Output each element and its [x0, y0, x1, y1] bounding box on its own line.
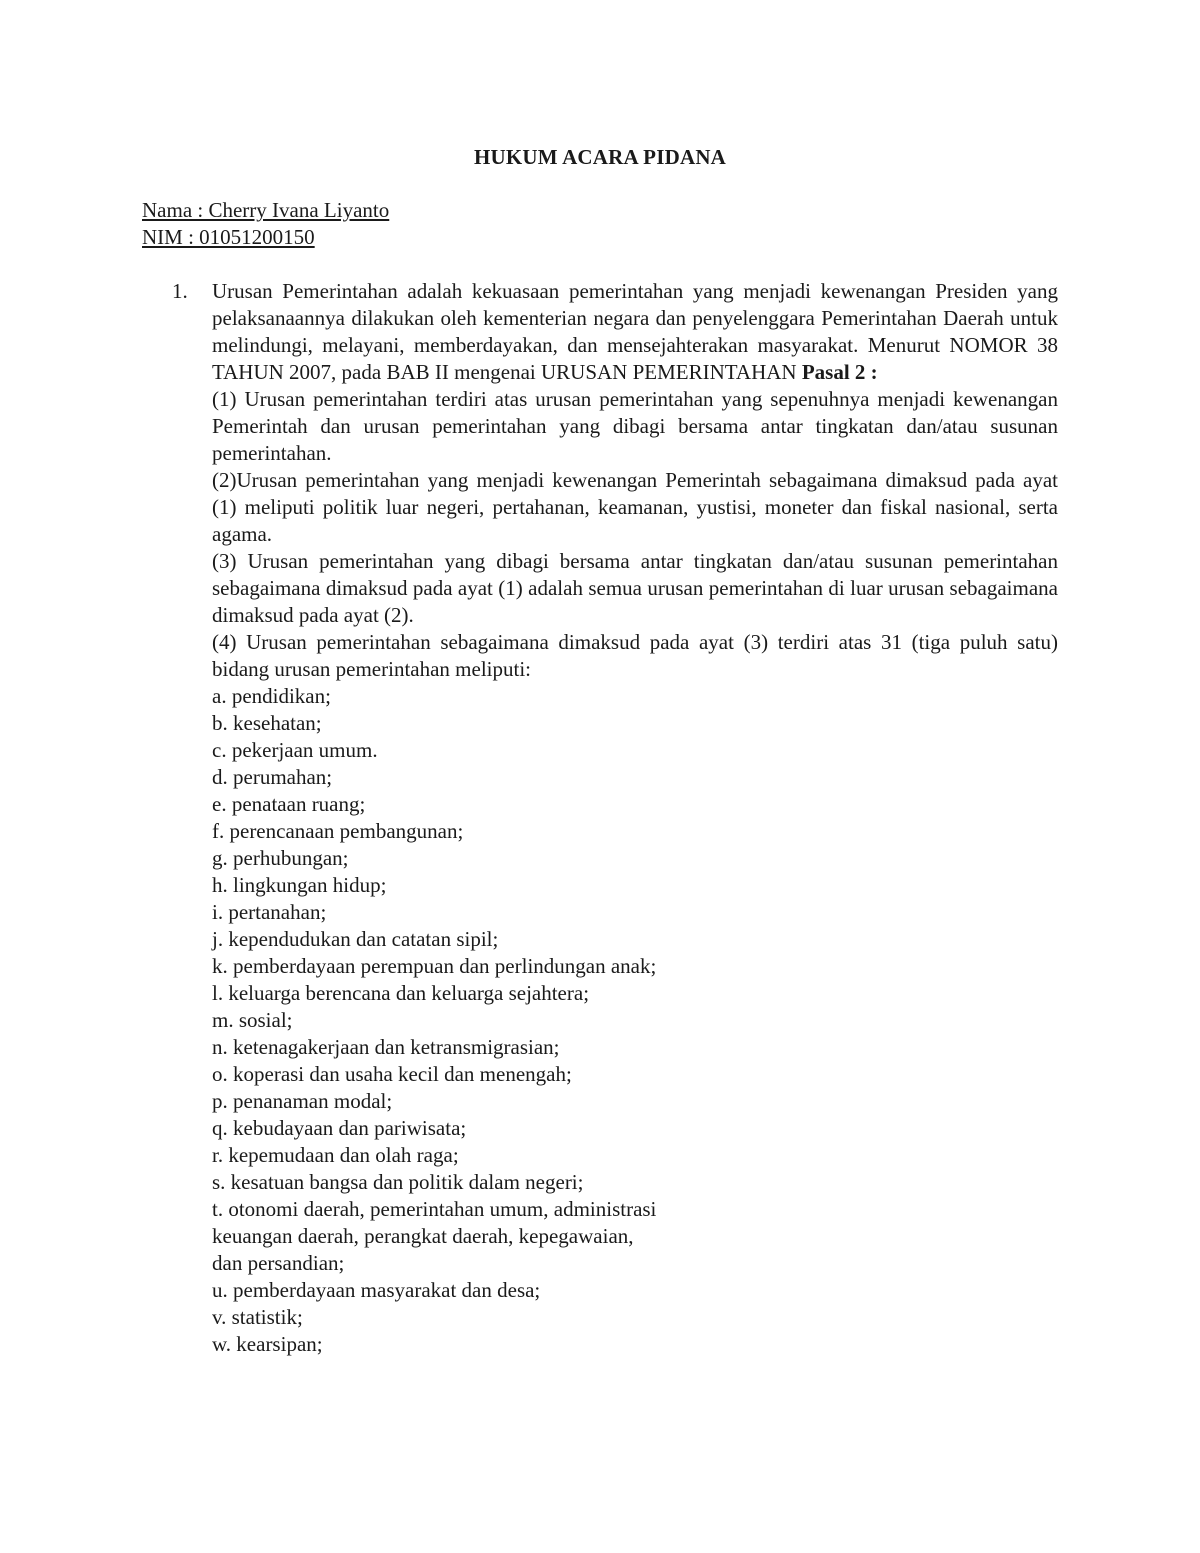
list-item: o. koperasi dan usaha kecil dan menengah;	[212, 1062, 572, 1086]
list-item: r. kepemudaan dan olah raga;	[212, 1143, 459, 1167]
list-item: g. perhubungan;	[212, 846, 349, 870]
list-item: k. pemberdayaan perempuan dan perlindungan anak;	[212, 954, 657, 978]
intro-text: Urusan Pemerintahan adalah kekuasaan pemerintahan yang menjadi kewenangan Presiden yang pelaksanaannya dilakukan oleh kementerian negara dan penyelenggara Pemerintahan Daerah untuk melindungi, melayani, memberdayakan, dan mensejahterakan masyarakat. Menurut NOMOR 38 TAHUN 2007, pada BAB II mengenai URUSAN PEMERINTAHAN	[212, 279, 1058, 384]
list-item: l. keluarga berencana dan keluarga sejahtera;	[212, 981, 590, 1005]
list-item: m. sosial;	[212, 1008, 293, 1032]
list-item: v. statistik;	[212, 1305, 303, 1329]
list-item: t. otonomi daerah, pemerintahan umum, administrasi	[212, 1197, 657, 1221]
list-item: dan persandian;	[212, 1251, 345, 1275]
list-item: keuangan daerah, perangkat daerah, kepegawaian,	[212, 1224, 634, 1248]
list-item: h. lingkungan hidup;	[212, 873, 387, 897]
urusan-list	[212, 683, 1058, 1358]
list-item: p. penanaman modal;	[212, 1089, 393, 1113]
pasal-label: Pasal 2 :	[801, 360, 878, 384]
intro-paragraph	[212, 278, 1058, 386]
list-item: n. ketenagakerjaan dan ketransmigrasian;	[212, 1035, 560, 1059]
list-item: b. kesehatan;	[212, 711, 322, 735]
student-nim: NIM : 01051200150	[142, 225, 315, 249]
student-name: Nama : Cherry Ivana Liyanto	[142, 198, 390, 222]
document-title: HUKUM ACARA PIDANA	[473, 145, 727, 169]
list-item: j. kependudukan dan catatan sipil;	[212, 927, 499, 951]
ayat-2: (2)Urusan pemerintahan yang menjadi kewenangan Pemerintah sebagaimana dimaksud pada ayat (1) meliputi politik luar negeri, pertahanan, keamanan, yustisi, moneter dan fiskal nasional, serta agama.	[212, 468, 1058, 546]
list-item: s. kesatuan bangsa dan politik dalam negeri;	[212, 1170, 584, 1194]
ayat-1: (1) Urusan pemerintahan terdiri atas urusan pemerintahan yang sepenuhnya menjadi kewenangan Pemerintah dan urusan pemerintahan yang dibagi bersama antar tingkatan dan/atau susunan pemerintahan.	[212, 387, 1058, 465]
list-item: w. kearsipan;	[212, 1332, 323, 1356]
list-item: q. kebudayaan dan pariwisata;	[212, 1116, 467, 1140]
list-item: d. perumahan;	[212, 765, 333, 789]
ayat-4: (4) Urusan pemerintahan sebagaimana dimaksud pada ayat (3) terdiri atas 31 (tiga puluh satu) bidang urusan pemerintahan meliputi:	[212, 630, 1058, 681]
ayat-3: (3) Urusan pemerintahan yang dibagi bersama antar tingkatan dan/atau susunan pemerintahan sebagaimana dimaksud pada ayat (1) adalah semua urusan pemerintahan di luar urusan sebagaimana dimaksud pada ayat (2).	[212, 549, 1058, 627]
list-item: u. pemberdayaan masyarakat dan desa;	[212, 1278, 541, 1302]
list-item: i. pertanahan;	[212, 900, 327, 924]
list-item: c. pekerjaan umum.	[212, 738, 378, 762]
list-item: f. perencanaan pembangunan;	[212, 819, 464, 843]
item-number: 1.	[172, 279, 188, 303]
list-item: e. penataan ruang;	[212, 792, 366, 816]
item-body	[212, 278, 1058, 1358]
student-identity	[142, 197, 389, 251]
list-item: a. pendidikan;	[212, 684, 331, 708]
